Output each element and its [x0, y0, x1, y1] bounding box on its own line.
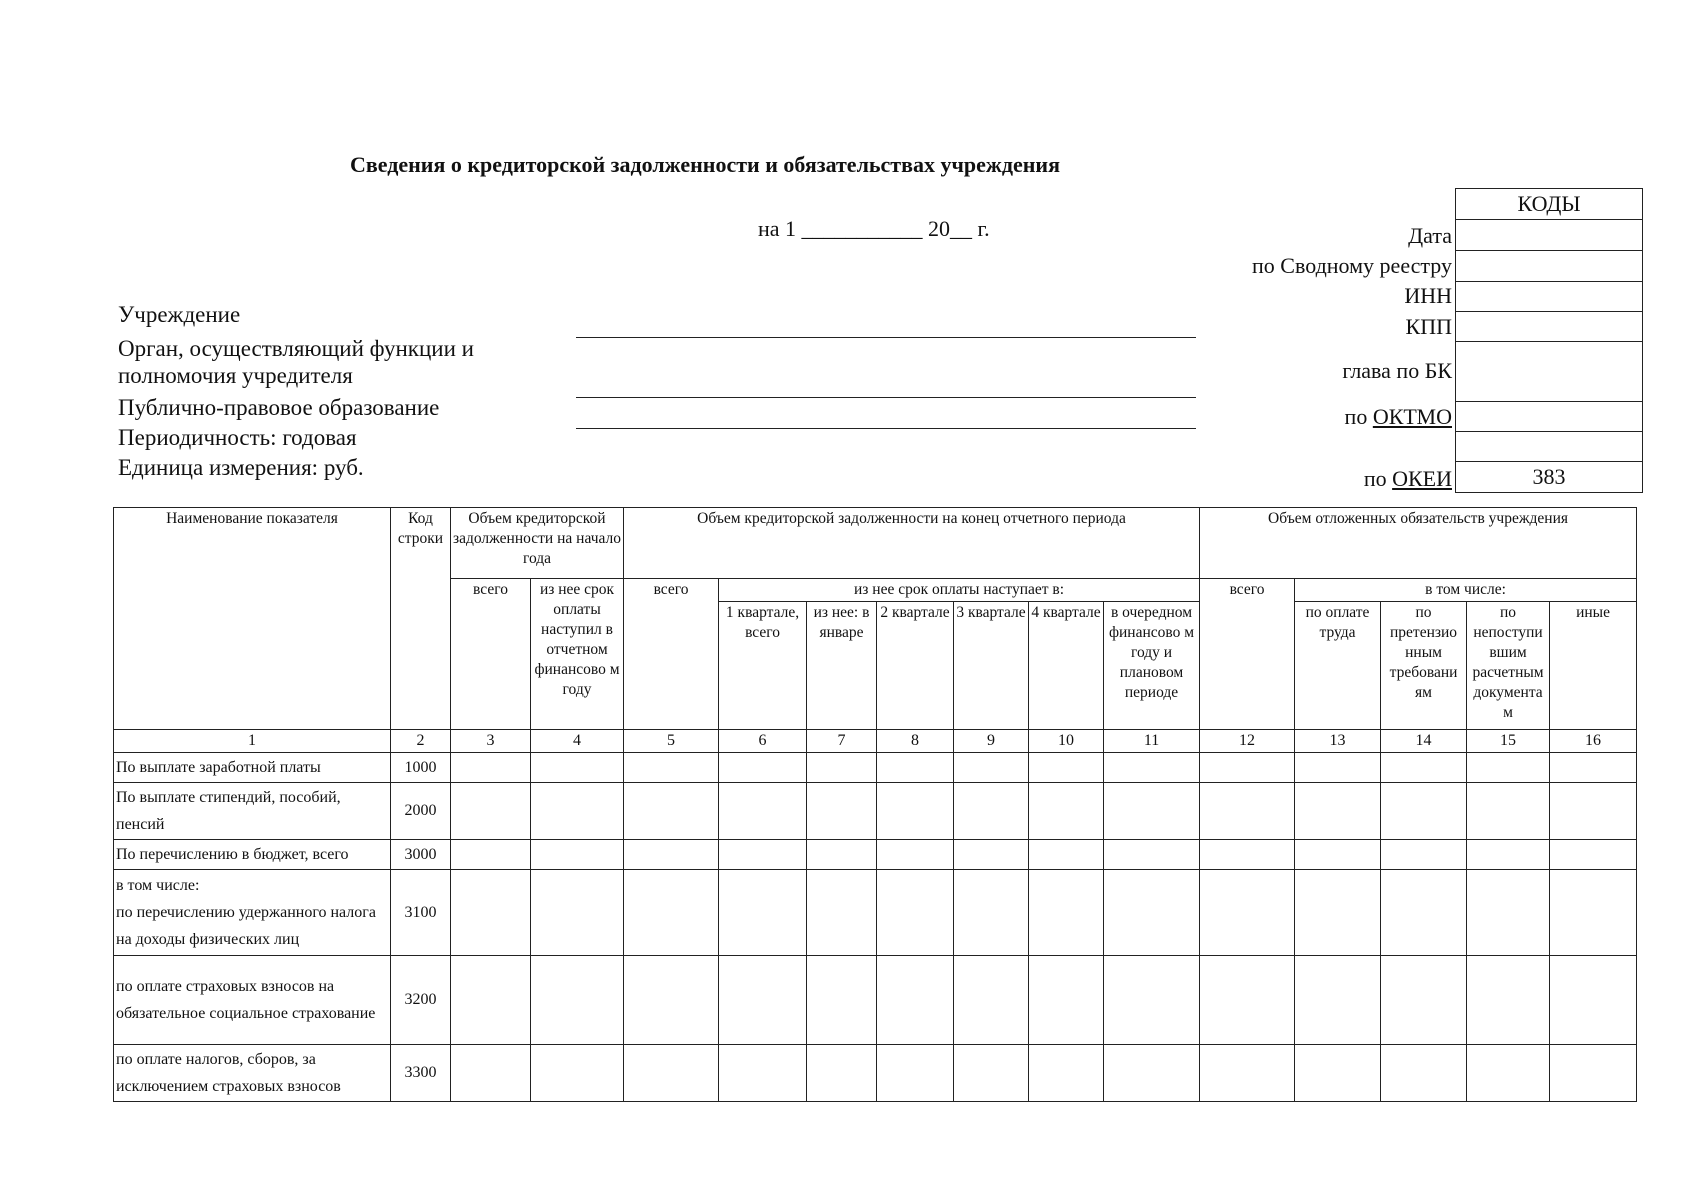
value-cell[interactable]: [624, 870, 719, 956]
value-cell[interactable]: [531, 870, 624, 956]
header-other: иные: [1550, 602, 1637, 730]
value-cell[interactable]: [1200, 783, 1295, 840]
value-cell[interactable]: [807, 870, 877, 956]
value-cell[interactable]: [1200, 1045, 1295, 1102]
founder-label-line2: полномочия учредителя: [118, 363, 353, 388]
column-number: 11: [1104, 730, 1200, 753]
value-cell[interactable]: [1381, 783, 1467, 840]
codes-header: КОДЫ: [1456, 189, 1643, 220]
header-in-that: в том числе:: [1295, 579, 1637, 602]
column-number: 8: [877, 730, 954, 753]
value-cell[interactable]: [1200, 956, 1295, 1045]
value-cell[interactable]: [1467, 956, 1550, 1045]
column-numbers-row: [114, 730, 1637, 753]
okei-label: [1152, 466, 1452, 492]
value-cell[interactable]: [1295, 1045, 1381, 1102]
value-cell[interactable]: [1029, 840, 1104, 870]
value-cell[interactable]: [1550, 1045, 1637, 1102]
row-code: 2000: [391, 783, 451, 840]
value-cell[interactable]: [451, 840, 531, 870]
value-cell[interactable]: [531, 783, 624, 840]
row-name: По выплате стипендий, пособий, пенсий: [114, 783, 391, 840]
value-cell[interactable]: [451, 956, 531, 1045]
value-cell[interactable]: [451, 753, 531, 783]
value-cell[interactable]: [1381, 1045, 1467, 1102]
value-cell[interactable]: [451, 870, 531, 956]
value-cell[interactable]: [719, 956, 807, 1045]
okei-abbr: ОКЕИ: [1392, 466, 1452, 491]
table-row: [114, 783, 1637, 840]
column-number: 4: [531, 730, 624, 753]
column-number: 1: [114, 730, 391, 753]
value-cell[interactable]: [1381, 870, 1467, 956]
header-january: из нее: в январе: [807, 602, 877, 730]
header-begin-overdue: из нее срок оплаты наступил в отчетном финансово м году: [531, 579, 624, 730]
value-cell[interactable]: [954, 956, 1029, 1045]
codes-box: [1455, 188, 1643, 493]
column-number: 14: [1381, 730, 1467, 753]
value-cell[interactable]: [1550, 783, 1637, 840]
code-cell-date[interactable]: [1456, 220, 1643, 251]
value-cell[interactable]: [1104, 753, 1200, 783]
code-cell-bk[interactable]: [1456, 342, 1643, 402]
column-number: 3: [451, 730, 531, 753]
header-name: Наименование показателя: [114, 508, 391, 730]
header-due-in: из нее срок оплаты наступает в:: [719, 579, 1200, 602]
value-cell[interactable]: [954, 1045, 1029, 1102]
institution-fill-line: [576, 337, 1196, 338]
bk-chapter-label: глава по БК: [1342, 358, 1452, 383]
value-cell[interactable]: [954, 870, 1029, 956]
header-end-period: Объем кредиторской задолженности на конец отчетного периода: [624, 508, 1200, 579]
row-code: 3100: [391, 870, 451, 956]
data-rows: [114, 753, 1637, 1102]
value-cell[interactable]: [531, 753, 624, 783]
column-number: 7: [807, 730, 877, 753]
row-name: По перечислению в бюджет, всего: [114, 840, 391, 870]
value-cell[interactable]: [1295, 783, 1381, 840]
registry-label: по Сводному реестру: [1252, 253, 1452, 278]
header-labor: по оплате труда: [1295, 602, 1381, 730]
value-cell[interactable]: [954, 753, 1029, 783]
row-name: в том числе: по перечислению удержанного налога на доходы физических лиц: [114, 870, 391, 956]
value-cell[interactable]: [1381, 956, 1467, 1045]
value-cell[interactable]: [531, 956, 624, 1045]
value-cell[interactable]: [1200, 870, 1295, 956]
row-name: По выплате заработной платы: [114, 753, 391, 783]
value-cell[interactable]: [877, 840, 954, 870]
value-cell[interactable]: [1200, 840, 1295, 870]
value-cell[interactable]: [1467, 870, 1550, 956]
oktmo-label: [1152, 404, 1452, 430]
value-cell[interactable]: [807, 753, 877, 783]
header-deferred: Объем отложенных обязательств учреждения: [1200, 508, 1637, 579]
value-cell[interactable]: [877, 956, 954, 1045]
debt-table: [113, 507, 1637, 1102]
value-cell[interactable]: [1295, 840, 1381, 870]
header-claims: по претензио нным требовани ям: [1381, 602, 1467, 730]
code-cell-oktmo[interactable]: [1456, 402, 1643, 432]
code-cell-okei: 383: [1456, 462, 1643, 493]
row-code: 1000: [391, 753, 451, 783]
value-cell[interactable]: [877, 1045, 954, 1102]
value-cell[interactable]: [624, 956, 719, 1045]
value-cell[interactable]: [1467, 1045, 1550, 1102]
inn-label: ИНН: [1404, 283, 1452, 308]
table-row: [114, 753, 1637, 783]
header-documents: по непоступи вшим расчетным документа м: [1467, 602, 1550, 730]
column-number: 6: [719, 730, 807, 753]
value-cell[interactable]: [954, 783, 1029, 840]
table-row: [114, 840, 1637, 870]
value-cell[interactable]: [807, 783, 877, 840]
value-cell[interactable]: [1550, 840, 1637, 870]
column-number: 5: [624, 730, 719, 753]
kpp-label: КПП: [1405, 314, 1452, 339]
value-cell[interactable]: [1550, 870, 1637, 956]
value-cell[interactable]: [807, 956, 877, 1045]
value-cell[interactable]: [877, 783, 954, 840]
header-end-total: всего: [624, 579, 719, 730]
value-cell[interactable]: [1104, 840, 1200, 870]
value-cell[interactable]: [1381, 840, 1467, 870]
value-cell[interactable]: [1467, 753, 1550, 783]
founder-fill-line: [576, 397, 1196, 398]
public-entity-label: Публично-правовое образование: [118, 395, 440, 420]
value-cell[interactable]: [1550, 753, 1637, 783]
value-cell[interactable]: [1029, 870, 1104, 956]
value-cell[interactable]: [531, 1045, 624, 1102]
value-cell[interactable]: [624, 753, 719, 783]
value-cell[interactable]: [719, 870, 807, 956]
value-cell[interactable]: [1467, 783, 1550, 840]
row-code: 3300: [391, 1045, 451, 1102]
value-cell[interactable]: [1029, 783, 1104, 840]
value-cell[interactable]: [719, 753, 807, 783]
column-number: 16: [1550, 730, 1637, 753]
oktmo-abbr: ОКТМО: [1372, 404, 1452, 429]
value-cell[interactable]: [807, 1045, 877, 1102]
table-row: [114, 870, 1637, 956]
value-cell[interactable]: [1295, 956, 1381, 1045]
oktmo-prefix: по: [1344, 404, 1373, 429]
value-cell[interactable]: [877, 753, 954, 783]
value-cell[interactable]: [531, 840, 624, 870]
column-number: 10: [1029, 730, 1104, 753]
value-cell[interactable]: [1467, 840, 1550, 870]
code-cell-registry[interactable]: [1456, 251, 1643, 282]
value-cell[interactable]: [624, 1045, 719, 1102]
value-cell[interactable]: [1295, 753, 1381, 783]
row-code: 3000: [391, 840, 451, 870]
header-next-year: в очередном финансово м году и плановом периоде: [1104, 602, 1200, 730]
code-cell-blank[interactable]: [1456, 432, 1643, 462]
value-cell[interactable]: [954, 840, 1029, 870]
value-cell[interactable]: [624, 783, 719, 840]
value-cell[interactable]: [451, 783, 531, 840]
column-number: 2: [391, 730, 451, 753]
value-cell[interactable]: [1200, 753, 1295, 783]
value-cell[interactable]: [719, 783, 807, 840]
periodicity-label: Периодичность: годовая: [118, 425, 357, 450]
value-cell[interactable]: [877, 870, 954, 956]
header-deferred-total: всего: [1200, 579, 1295, 730]
institution-label: Учреждение: [118, 302, 241, 327]
header-q2: 2 квартале: [877, 602, 954, 730]
header-begin-total: всего: [451, 579, 531, 730]
value-cell[interactable]: [807, 840, 877, 870]
value-cell[interactable]: [451, 1045, 531, 1102]
header-q4: 4 квартале: [1029, 602, 1104, 730]
value-cell[interactable]: [1029, 1045, 1104, 1102]
founder-label-line1: Орган, осуществляющий функции и: [118, 336, 474, 361]
column-number: 15: [1467, 730, 1550, 753]
code-cell-inn[interactable]: [1456, 282, 1643, 312]
column-number: 13: [1295, 730, 1381, 753]
value-cell[interactable]: [1295, 870, 1381, 956]
date-label: Дата: [1408, 223, 1452, 248]
row-name: по оплате страховых взносов на обязательное социальное страхование: [114, 956, 391, 1045]
report-date-line: на 1 ___________ 20__ г.: [758, 216, 990, 241]
value-cell[interactable]: [1029, 753, 1104, 783]
value-cell[interactable]: [624, 840, 719, 870]
code-cell-kpp[interactable]: [1456, 312, 1643, 342]
header-q3: 3 квартале: [954, 602, 1029, 730]
value-cell[interactable]: [1029, 956, 1104, 1045]
okei-prefix: по: [1363, 466, 1393, 491]
table-row: [114, 956, 1637, 1045]
header-begin-year: Объем кредиторской задолженности на начало года: [451, 508, 624, 579]
header-code: Код строки: [391, 508, 451, 730]
value-cell[interactable]: [1104, 783, 1200, 840]
unit-label: Единица измерения: руб.: [118, 455, 364, 480]
page-title: Сведения о кредиторской задолженности и обязательствах учреждения: [349, 152, 1060, 177]
column-number: 12: [1200, 730, 1295, 753]
row-name: по оплате налогов, сборов, за исключением страховых взносов: [114, 1045, 391, 1102]
value-cell[interactable]: [1104, 1045, 1200, 1102]
value-cell[interactable]: [719, 1045, 807, 1102]
header-q1: 1 квартале, всего: [719, 602, 807, 730]
row-code: 3200: [391, 956, 451, 1045]
table-row: [114, 1045, 1637, 1102]
value-cell[interactable]: [719, 840, 807, 870]
value-cell[interactable]: [1104, 870, 1200, 956]
column-number: 9: [954, 730, 1029, 753]
public-entity-fill-line: [576, 428, 1196, 429]
value-cell[interactable]: [1550, 956, 1637, 1045]
value-cell[interactable]: [1381, 753, 1467, 783]
value-cell[interactable]: [1104, 956, 1200, 1045]
